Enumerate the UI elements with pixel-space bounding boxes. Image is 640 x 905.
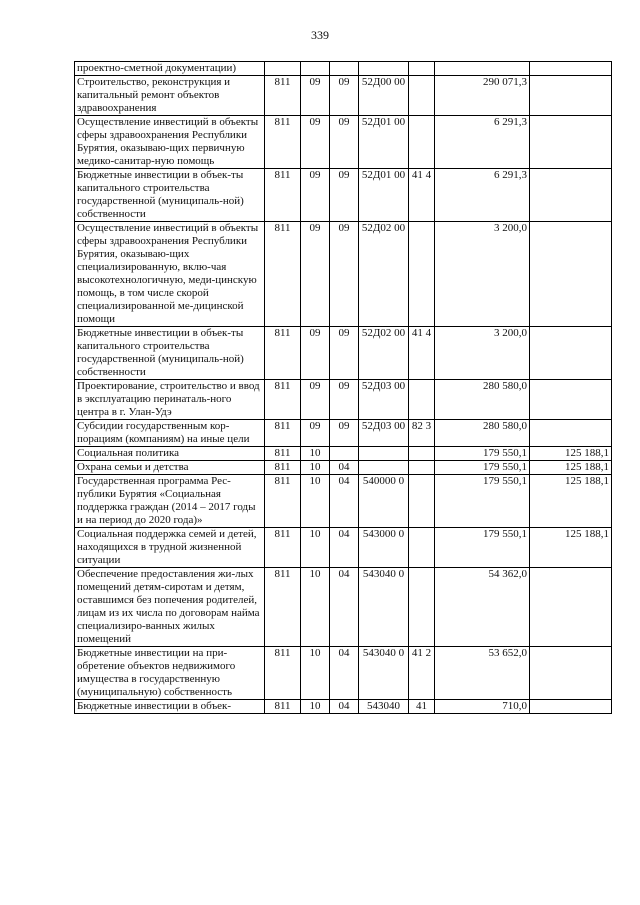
cell-amount-secondary [530, 222, 612, 327]
cell-amount-secondary: 125 188,1 [530, 447, 612, 461]
table-row [75, 461, 612, 475]
cell-amount-secondary [530, 116, 612, 169]
cell-section-code: 09 [301, 327, 330, 380]
table-row [75, 380, 612, 420]
cell-amount-secondary [530, 647, 612, 700]
table-row [75, 420, 612, 447]
cell-name: Бюджетные инвестиции в объек- [75, 700, 265, 714]
cell-amount-secondary [530, 169, 612, 222]
cell-amount: 179 550,1 [435, 461, 530, 475]
cell-expense-type [409, 461, 435, 475]
cell-name: Субсидии государственным кор-порациям (компаниям) на иные цели [75, 420, 265, 447]
cell-subsection-code: 04 [330, 568, 359, 647]
page-number: 339 [311, 28, 329, 42]
cell-amount-secondary [530, 62, 612, 76]
cell-name: Социальная поддержка семей и детей, находящихся в трудной жизненной ситуации [75, 528, 265, 568]
cell-target-article [359, 447, 409, 461]
cell-grbs-code: 811 [265, 700, 301, 714]
cell-expense-type [409, 568, 435, 647]
cell-section-code: 10 [301, 528, 330, 568]
cell-name: Охрана семьи и детства [75, 461, 265, 475]
cell-name: Бюджетные инвестиции в объек-ты капитального строительства государственной (муниципаль-ной) собственности [75, 169, 265, 222]
cell-amount-secondary [530, 380, 612, 420]
cell-target-article: 52Д00 00 [359, 76, 409, 116]
cell-amount: 280 580,0 [435, 420, 530, 447]
cell-section-code: 10 [301, 461, 330, 475]
cell-target-article: 52Д03 00 [359, 380, 409, 420]
cell-grbs-code: 811 [265, 475, 301, 528]
cell-subsection-code: 09 [330, 76, 359, 116]
cell-amount-secondary [530, 568, 612, 647]
table-row [75, 222, 612, 327]
cell-grbs-code: 811 [265, 380, 301, 420]
cell-grbs-code: 811 [265, 327, 301, 380]
table-body [75, 62, 612, 714]
cell-expense-type [409, 62, 435, 76]
cell-subsection-code: 09 [330, 116, 359, 169]
cell-expense-type [409, 447, 435, 461]
cell-name: Бюджетные инвестиции на при-обретение объектов недвижимого имущества в государственную (муниципальную) собственность [75, 647, 265, 700]
cell-expense-type: 41 4 [409, 327, 435, 380]
cell-section-code: 09 [301, 169, 330, 222]
cell-expense-type: 41 4 [409, 169, 435, 222]
cell-expense-type: 41 2 [409, 647, 435, 700]
cell-amount: 3 200,0 [435, 222, 530, 327]
table-row [75, 169, 612, 222]
cell-subsection-code: 04 [330, 647, 359, 700]
cell-name: Проектирование, строительство и ввод в эксплуатацию перинаталь-ного центра в г. Улан-Удэ [75, 380, 265, 420]
cell-target-article: 543040 [359, 700, 409, 714]
cell-section-code [301, 62, 330, 76]
cell-expense-type [409, 116, 435, 169]
cell-name: Государственная программа Рес-публики Бурятия «Социальная поддержка граждан (2014 – 2017 годы и на период до 2020 года)» [75, 475, 265, 528]
cell-name: проектно-сметной документации) [75, 62, 265, 76]
table-row [75, 327, 612, 380]
cell-subsection-code: 04 [330, 475, 359, 528]
cell-target-article: 543040 0 [359, 647, 409, 700]
cell-subsection-code: 09 [330, 169, 359, 222]
cell-expense-type [409, 380, 435, 420]
cell-amount-secondary: 125 188,1 [530, 461, 612, 475]
cell-section-code: 10 [301, 568, 330, 647]
cell-subsection-code: 09 [330, 380, 359, 420]
table-row [75, 447, 612, 461]
cell-amount: 6 291,3 [435, 169, 530, 222]
cell-name: Осуществление инвестиций в объекты сферы здравоохранения Республики Бурятия, оказываю-щих специализированную, вклю-чая высокотехнологичную, меди-цинскую помощь, в том числе скорой специализированной ме-дицинской помощи [75, 222, 265, 327]
cell-name: Строительство, реконструкция и капитальный ремонт объектов здравоохранения [75, 76, 265, 116]
cell-amount: 710,0 [435, 700, 530, 714]
cell-grbs-code: 811 [265, 461, 301, 475]
table-row [75, 76, 612, 116]
cell-subsection-code: 04 [330, 528, 359, 568]
cell-grbs-code: 811 [265, 568, 301, 647]
cell-amount-secondary [530, 76, 612, 116]
cell-amount: 179 550,1 [435, 475, 530, 528]
table-row [75, 647, 612, 700]
cell-target-article: 52Д01 00 [359, 169, 409, 222]
table-row [75, 116, 612, 169]
cell-target-article: 52Д02 00 [359, 327, 409, 380]
cell-subsection-code: 09 [330, 222, 359, 327]
cell-name: Обеспечение предоставления жи-лых помещений детям-сиротам и детям, оставшимся без попечения родителей, лицам из их числа по договорам найма специализиро-ванных жилых помещений [75, 568, 265, 647]
budget-table [74, 61, 612, 714]
cell-section-code: 09 [301, 116, 330, 169]
cell-subsection-code: 04 [330, 700, 359, 714]
cell-amount: 6 291,3 [435, 116, 530, 169]
cell-name: Осуществление инвестиций в объекты сферы здравоохранения Республики Бурятия, оказываю-щих первичную медико-санитар-ную помощь [75, 116, 265, 169]
cell-target-article: 540000 0 [359, 475, 409, 528]
cell-name: Социальная политика [75, 447, 265, 461]
cell-expense-type [409, 528, 435, 568]
cell-amount-secondary: 125 188,1 [530, 528, 612, 568]
cell-subsection-code: 04 [330, 461, 359, 475]
table-row [75, 700, 612, 714]
cell-subsection-code: 09 [330, 327, 359, 380]
cell-expense-type: 41 [409, 700, 435, 714]
cell-amount: 290 071,3 [435, 76, 530, 116]
cell-amount-secondary [530, 420, 612, 447]
cell-section-code: 10 [301, 447, 330, 461]
cell-subsection-code [330, 447, 359, 461]
cell-target-article [359, 461, 409, 475]
cell-grbs-code: 811 [265, 76, 301, 116]
cell-grbs-code: 811 [265, 647, 301, 700]
cell-target-article [359, 62, 409, 76]
table-row [75, 62, 612, 76]
cell-section-code: 10 [301, 700, 330, 714]
cell-name: Бюджетные инвестиции в объек-ты капитального строительства государственной (муниципаль-ной) собственности [75, 327, 265, 380]
cell-grbs-code: 811 [265, 420, 301, 447]
cell-subsection-code [330, 62, 359, 76]
cell-target-article: 52Д02 00 [359, 222, 409, 327]
cell-target-article: 543040 0 [359, 568, 409, 647]
cell-target-article: 52Д03 00 [359, 420, 409, 447]
cell-amount-secondary: 125 188,1 [530, 475, 612, 528]
cell-grbs-code: 811 [265, 169, 301, 222]
table-row [75, 568, 612, 647]
cell-section-code: 09 [301, 76, 330, 116]
table-row [75, 528, 612, 568]
cell-amount [435, 62, 530, 76]
table-row [75, 475, 612, 528]
cell-expense-type [409, 475, 435, 528]
cell-amount-secondary [530, 327, 612, 380]
cell-grbs-code: 811 [265, 116, 301, 169]
cell-section-code: 09 [301, 222, 330, 327]
cell-amount: 179 550,1 [435, 528, 530, 568]
cell-amount: 54 362,0 [435, 568, 530, 647]
cell-grbs-code: 811 [265, 222, 301, 327]
cell-grbs-code: 811 [265, 528, 301, 568]
cell-amount: 53 652,0 [435, 647, 530, 700]
cell-grbs-code: 811 [265, 447, 301, 461]
cell-amount: 179 550,1 [435, 447, 530, 461]
cell-amount-secondary [530, 700, 612, 714]
cell-grbs-code [265, 62, 301, 76]
cell-section-code: 09 [301, 420, 330, 447]
cell-subsection-code: 09 [330, 420, 359, 447]
cell-section-code: 10 [301, 475, 330, 528]
cell-expense-type: 82 3 [409, 420, 435, 447]
cell-section-code: 09 [301, 380, 330, 420]
cell-section-code: 10 [301, 647, 330, 700]
cell-target-article: 543000 0 [359, 528, 409, 568]
cell-expense-type [409, 76, 435, 116]
cell-amount: 3 200,0 [435, 327, 530, 380]
cell-amount: 280 580,0 [435, 380, 530, 420]
cell-expense-type [409, 222, 435, 327]
cell-target-article: 52Д01 00 [359, 116, 409, 169]
